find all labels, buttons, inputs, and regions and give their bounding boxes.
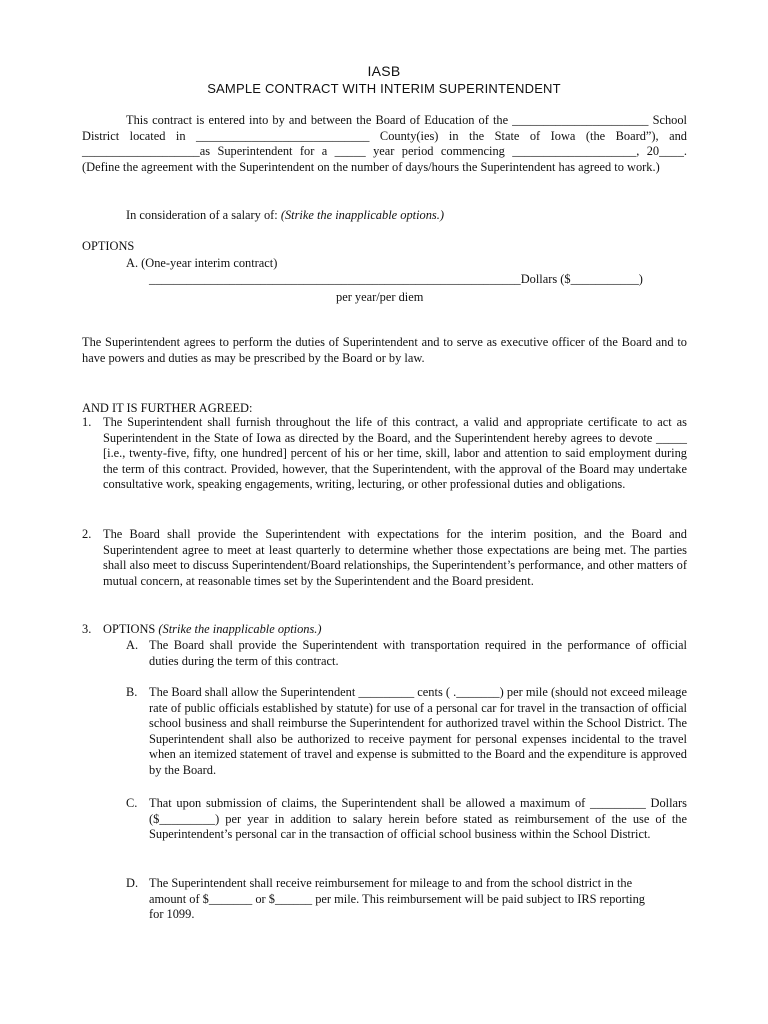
duties-paragraph: The Superintendent agrees to perform the duties of Superintendent and to serve as executive officer of the Board and to have powers and duties as may be prescribed by the Board or by law.: [82, 335, 687, 365]
sub-option-a: [126, 638, 687, 669]
agreement-item-3: [82, 622, 687, 638]
intro-paragraph: This contract is entered into by and between the Board of Education of the ______________________ School District located in ____________________________ County(ies) in the State of Iowa (the Board”), and ___________________as Superintendent for a _____ year period commencing ____________________, 20____. (Define the agreement with the Superintendent on the number of days/hours the Superintendent has agreed to work.): [82, 113, 687, 174]
agreement-item-1: [82, 415, 687, 493]
sub-option-letter: B.: [126, 685, 138, 699]
sub-option-letter: D.: [126, 876, 139, 890]
item-text: The Superintendent shall furnish throughout the life of this contract, a valid and appropriate certificate to act as Superintendent in the State of Iowa as directed by the Board, and the Superintendent hereby agrees to devote _____ [i.e., twenty-five, fifty, one hundred] percent of his or her time, skill, labor and attention to said employment during the term of this contract. Provided, however, that the Superintendent, with the approval of the Board may undertake consultative work, speaking engagements, writing, lecturing, or other professional duties and obligations.: [103, 415, 687, 492]
further-agreed-heading: AND IT IS FURTHER AGREED:: [82, 401, 253, 415]
document-title: IASB: [367, 63, 401, 79]
consideration-note: (Strike the inapplicable options.): [280, 208, 444, 222]
sub-option-text: That upon submission of claims, the Superintendent shall be allowed a maximum of _________ Dollars ($_________) per year in addition to salary herein before stated as reimbursement of the use of the Superintendent’s personal car in the transaction of official school business within the School District.: [149, 796, 687, 842]
agreement-item-2: [82, 527, 687, 589]
sub-option-d: [126, 876, 687, 923]
option-a-label: A. (One-year interim contract): [126, 256, 278, 270]
options-label: OPTIONS: [82, 239, 135, 253]
consideration-text: In consideration of a salary of:: [126, 208, 281, 222]
item-number: 2.: [82, 527, 92, 541]
item-text: [103, 622, 687, 638]
sub-option-letter: A.: [126, 638, 139, 652]
document-subtitle: SAMPLE CONTRACT WITH INTERIM SUPERINTENDENT: [207, 81, 561, 96]
sub-option-c: [126, 796, 687, 843]
sub-option-text: The Board shall provide the Superintendent with transportation required in the performance of official duties during the term of this contract.: [149, 638, 687, 668]
item-number: 1.: [82, 415, 92, 429]
sub-option-b: [126, 685, 687, 779]
sub-option-letter: C.: [126, 796, 138, 810]
item-number: 3.: [82, 622, 92, 636]
per-year-label: per year/per diem: [336, 290, 424, 304]
item-options-label: OPTIONS: [103, 622, 159, 636]
salary-dollars-line: ____________________________________________________________Dollars ($___________): [149, 272, 643, 286]
sub-option-text: The Board shall allow the Superintendent _________ cents ( ._______) per mile (should not exceed mileage rate of public officials established by statute) for use of a personal car for travel in the transaction of official school business and shall reimburse the Superintendent for authorized travel within the School District. The Superintendent shall also be authorized to receive payment for personal expenses incidental to the travel when an itemized statement of travel and expense is submitted to the Board and the expenditure is approved by the Board.: [149, 685, 687, 777]
consideration-line: [126, 208, 686, 224]
item-text: The Board shall provide the Superintendent with expectations for the interim position, and the Board and Superintendent agree to meet at least quarterly to determine whether those expectations are being met. The parties shall also meet to discuss Superintendent/Board relationships, the Superintendent’s performance, and other matters of mutual concern, at reasonable times set by the Superintendent and the Board president.: [103, 527, 687, 588]
item-options-note: (Strike the inapplicable options.): [158, 622, 322, 636]
sub-option-text: The Superintendent shall receive reimbursement for mileage to and from the school district in the amount of $_______ or $______ per mile. This reimbursement will be paid subject to IRS reporting for 1099.: [149, 876, 646, 922]
